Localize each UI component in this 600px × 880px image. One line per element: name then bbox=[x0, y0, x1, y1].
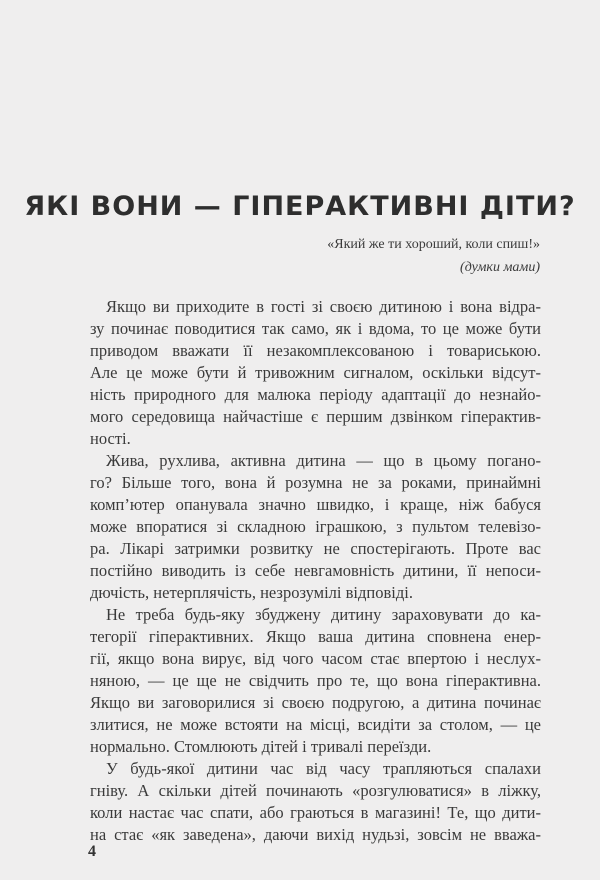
chapter-title: ЯКІ ВОНИ — ГІПЕРАКТИВНІ ДІТИ? bbox=[24, 191, 576, 222]
text-line: гніву. А скільки дітей починають «розгулюватися» в ліжку, bbox=[90, 781, 541, 800]
text-line: Не треба будь-яку збуджену дитину зараховувати до ка- bbox=[106, 605, 541, 624]
text-line: Якщо ви заговорилися зі своєю подругою, а дитина починає bbox=[90, 693, 541, 712]
text-line: може впоратися зі складною іграшкою, з пультом телевізо- bbox=[90, 517, 541, 536]
paragraph bbox=[90, 604, 541, 758]
epigraph-quote: «Який же ти хороший, коли спиш!» bbox=[327, 237, 540, 252]
text-line: няною, — це ще не свідчить про те, що вона гіперактивна. bbox=[90, 671, 541, 690]
text-line: ність природного для малюка періоду адаптації до незнайо- bbox=[90, 385, 541, 404]
text-line: злитися, не може встояти на місці, всидіти за столом, — це bbox=[90, 715, 541, 734]
text-line: мого середовища найчастіше є першим дзвінком гіперактив- bbox=[90, 407, 541, 426]
page-number: 4 bbox=[88, 843, 96, 860]
text-line: на стає «як заведена», даючи вихід нудьзі, зовсім не вважа- bbox=[90, 825, 541, 844]
text-line: гії, якщо вона вирує, від чого часом стає впертою і неслух- bbox=[90, 649, 541, 668]
paragraph bbox=[90, 758, 541, 846]
text-line: ра. Лікарі затримки розвитку не спостерігають. Проте вас bbox=[90, 539, 541, 558]
body-text bbox=[90, 296, 541, 846]
text-line: постійно виводить із себе невгамовність дитини, її непоси- bbox=[90, 561, 541, 580]
text-line: нормально. Стомлюють дітей і тривалі переїзди. bbox=[90, 737, 432, 756]
text-line: го? Більше того, вона й розумна не за роками, принаймні bbox=[90, 473, 541, 492]
text-line: зу починає поводитися так само, як і вдома, то це може бути bbox=[90, 319, 541, 338]
text-line: коли настає час спати, або граються в магазині! Те, що дити- bbox=[90, 803, 541, 822]
text-line: дючість, нетерплячість, незрозумілі відповіді. bbox=[90, 583, 413, 602]
text-line: Якщо ви приходите в гості зі своєю дитиною і вона відра- bbox=[106, 297, 541, 316]
text-line: ності. bbox=[90, 429, 131, 448]
text-line: Жива, рухлива, активна дитина — що в цьому погано- bbox=[106, 451, 541, 470]
paragraph bbox=[90, 296, 541, 450]
text-line: У будь-якої дитини час від часу трапляються спалахи bbox=[106, 759, 541, 778]
text-line: Але це може бути й тривожним сигналом, оскільки відсут- bbox=[90, 363, 541, 382]
text-line: тегорії гіперактивних. Якщо ваша дитина сповнена енер- bbox=[90, 627, 541, 646]
text-line: комп’ютер опанувала значно швидко, і краще, ніж бабуся bbox=[90, 495, 541, 514]
epigraph-attribution: (думки мами) bbox=[460, 260, 540, 275]
text-line: приводом вважати її незакомплексованою і товариською. bbox=[90, 341, 541, 360]
paragraph bbox=[90, 450, 541, 604]
